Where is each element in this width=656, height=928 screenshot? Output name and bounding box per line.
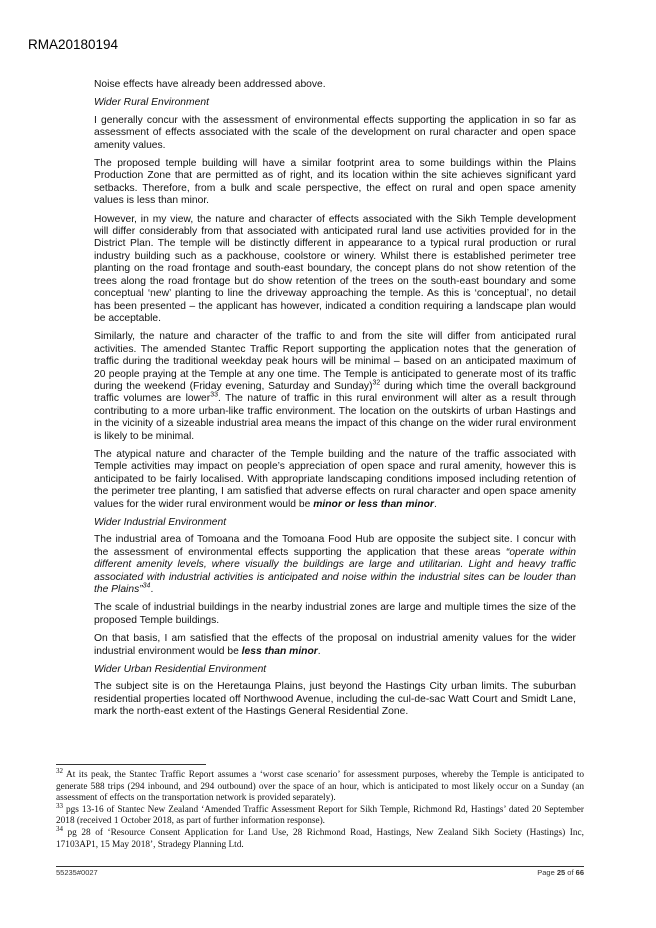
- paragraph-industrial-conclusion-text: On that basis, I am satisfied that the effects of the proposal on industrial amenity values for the wider industrial environment would be: [94, 633, 576, 657]
- paragraph-traffic-part1: Similarly, the nature and character of the traffic to and from the site will differ from anticipated rural activities. The amended Stantec Traffic Report supporting the application notes that the generation of traffic during the traditional weekday peak hours will be minimal – based on an anticipated maximum of 20 people praying at the Temple at any one time. The Temple is anticipated to generate most of its traffic during the weekend (Friday evening, Saturday and Sunday): [94, 331, 576, 392]
- footnote-text: pg 28 of ‘Resource Consent Application for Land Use, 28 Richmond Road, Hastings, New Zealand Sikh Society (Hastings) Inc, 17103AP1, 15 May 2018’, Stradegy Planning Ltd.: [56, 827, 584, 850]
- industrial-quote: “operate within different amenity levels, where visually the buildings are large and utilitarian. Light and heavy traffic associated with industrial activities is anticipated and noise within the industrial sites can be louder than the Plains”: [94, 546, 576, 596]
- footnote-text: pgs 13-16 of Stantec New Zealand ‘Amended Traffic Assessment Report for Sikh Temple, Richmond Rd, Hastings’ dated 20 September 2018 (received 1 October 2018, as part of further information response).: [56, 804, 584, 827]
- paragraph-traffic-part3: . The nature of traffic in this rural environment will alter as a result through contributing to a more urban-like traffic environment. The location on the outskirts of urban Hastings and in the vicinity of a sizeable industrial area means the impact of this change on the wider rural environment is likely to be minimal.: [94, 393, 577, 442]
- heading-wider-industrial: Wider Industrial Environment: [94, 517, 227, 528]
- paragraph-nature-character: However, in my view, the nature and character of effects associated with the Sikh Temple development will differ considerably from that associated with anticipated rural land use activities provided for in the District Plan. The temple will be distinctly different in appearance to a typical rural production or rural industry building such as a packhouse, coolstore or winery. Whilst there is established perimeter tree planting on the road frontage and south-east boundary, the concept plans do not show retention of the trees along the road frontage but do show retention of the trees on the south-east boundary and some conceptual ‘new’ planting to line the driveway approaching the temple. As this is ‘conceptual’, no detail has been presented – the applicant has however, indicated a condition requiring a landscape plan would be acceptable.: [94, 213, 576, 324]
- footnote-separator: [56, 764, 206, 765]
- footnote-ref-32[interactable]: 32: [372, 379, 381, 387]
- footnote-text: At its peak, the Stantec Traffic Report assumes a ‘worst case scenario’ for assessment purposes, whereby the Temple is anticipated to generate 588 trips (294 inbound, and 294 outbound) over the space of an hour, which is anticipated to most likely occur on a Sunday (an assessment of effects on the transportation network is provided separately).: [56, 770, 584, 804]
- heading-wider-urban: Wider Urban Residential Environment: [94, 664, 267, 676]
- paragraph-atypical: [94, 449, 576, 511]
- footnote-number: 34: [56, 824, 63, 833]
- footnote-ref-33[interactable]: 33: [210, 391, 219, 399]
- footer-separator: [56, 866, 584, 867]
- of-label: of: [567, 868, 574, 877]
- footnote-number: 32: [56, 766, 63, 775]
- footnote-number: 33: [56, 801, 63, 810]
- total-pages: 66: [575, 868, 584, 877]
- paragraph-industrial-conclusion-end: .: [317, 645, 321, 657]
- footnote-ref-34[interactable]: 34: [142, 582, 151, 590]
- paragraph-noise: Noise effects have already been addressed above.: [94, 79, 326, 90]
- document-reference-code: RMA20180194: [28, 37, 119, 52]
- paragraph-concur-rural: I generally concur with the assessment of environmental effects supporting the application in so far as assessment of effects associated with the scale of the development on rural character and open space amenity values.: [94, 114, 576, 151]
- paragraph-industrial-end: .: [150, 584, 154, 596]
- current-page: 25: [556, 868, 566, 877]
- body-text: [94, 79, 576, 725]
- paragraph-traffic: [94, 331, 576, 443]
- paragraph-traffic-part2: during which time the overall background traffic volumes are lower: [94, 380, 576, 405]
- footer-document-id: 55235#0027: [56, 868, 98, 877]
- paragraph-atypical-text: The atypical nature and character of the Temple building and the nature of the traffic associated with Temple activities may impact on people’s appreciation of open space and rural amenity, however this is anticipated to be fairly localised. With appropriate landscaping conditions imposed including retention of the perimeter tree planting, I am satisfied that adverse effects on rural character and open space amenity values for the wider rural environment would be: [94, 448, 576, 510]
- paragraph-urban-residential: The subject site is on the Heretaunga Plains, just beyond the Hastings City urban limits. The suburban residential properties located off Northwood Avenue, including the cul-de-sac Watt Court and Smidt Lane, mark the north-east extent of the Hastings General Residential Zone.: [94, 681, 576, 718]
- footnote-32: [56, 766, 584, 805]
- footnotes: [56, 766, 584, 851]
- footnote-33: [56, 801, 584, 828]
- paragraph-industrial-scale: The scale of industrial buildings in the nearby industrial zones are large and multiple times the size of the proposed Temple buildings.: [94, 602, 576, 626]
- paragraph-industrial-text: The industrial area of Tomoana and the Tomoana Food Hub are opposite the subject site. I concur with the assessment of environmental effects supporting the application that these areas: [94, 534, 576, 558]
- conclusion-rural-emphasis: minor or less than minor: [313, 498, 434, 510]
- paragraph-atypical-end: .: [433, 498, 437, 510]
- paragraph-temple-footprint: The proposed temple building will have a similar footprint area to some buildings within the Plains Production Zone that are permitted as of right, and its location within the site achieves significant yard setbacks. Therefore, from a bulk and scale perspective, the effect on rural and open space amenity values is less than minor.: [94, 158, 576, 207]
- footer-page-number: [537, 868, 584, 877]
- paragraph-industrial-conclusion: [94, 633, 576, 658]
- paragraph-industrial: [94, 534, 576, 596]
- page-label: Page: [537, 868, 555, 877]
- footnote-34: [56, 824, 584, 851]
- conclusion-industrial-emphasis: less than minor: [241, 645, 318, 657]
- heading-wider-rural: Wider Rural Environment: [94, 97, 209, 109]
